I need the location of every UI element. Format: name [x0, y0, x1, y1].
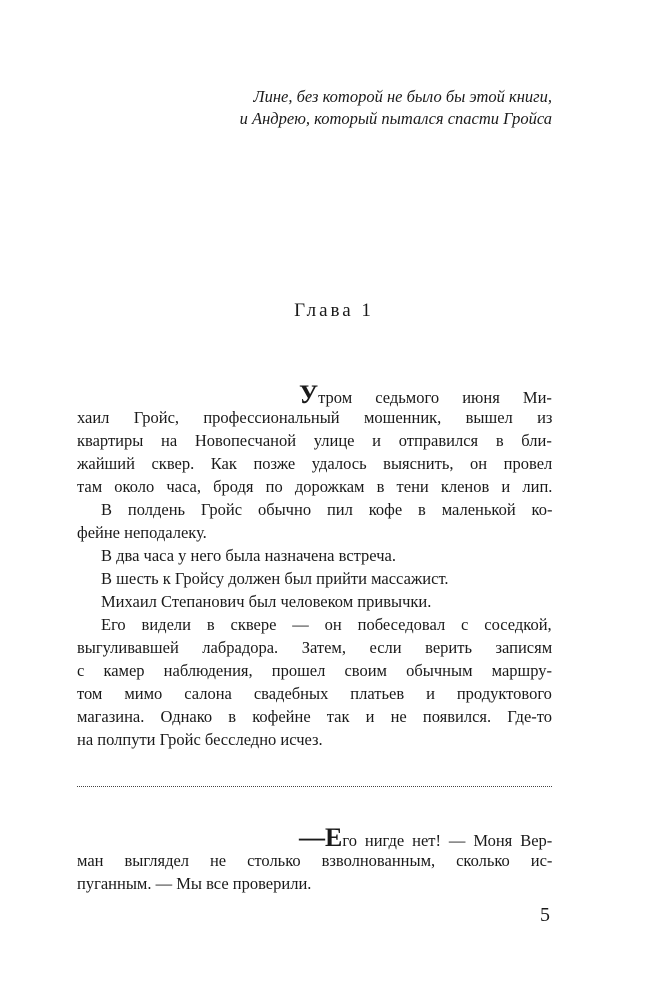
epigraph-line: Лине, без которой не было бы этой книги,: [253, 87, 552, 106]
text-line: [77, 705, 552, 728]
line-text: Михаил Степанович был человеком привычки.: [101, 592, 432, 611]
line-text: магазина. Однако в кофейне так и не появился. Где-то: [77, 707, 553, 726]
text-line: [77, 452, 552, 475]
text-line: [77, 872, 552, 895]
drop-cap: У: [299, 380, 319, 409]
line-text: Его видели в сквере — он побеседовал с соседкой,: [101, 615, 552, 634]
text-line: [77, 849, 552, 872]
text-line: [77, 475, 552, 498]
line-text: В два часа у него была назначена встреча.: [101, 546, 396, 565]
text-line: [77, 521, 552, 544]
line-text: том мимо салона свадебных платьев и продуктового: [77, 684, 552, 703]
text-line: [77, 659, 552, 682]
text-line: [77, 498, 552, 521]
text-line: [77, 429, 552, 452]
epigraph-line: и Андрею, который пытался спасти Гройса: [239, 109, 552, 128]
text-line: [77, 567, 552, 590]
line-text: ман выглядел не столько взволнованным, сколько ис-: [77, 851, 553, 870]
text-line: [77, 380, 552, 409]
text-line: [77, 406, 552, 429]
line-text: фейне неподалеку.: [77, 523, 207, 542]
line-text: В полдень Гройс обычно пил кофе в маленькой ко-: [101, 500, 553, 519]
line-text: на полпути Гройс бесследно исчез.: [77, 730, 323, 749]
chapter-text: [77, 380, 553, 751]
line-text: жайший сквер. Как позже удалось выяснить, он провел: [77, 454, 553, 473]
line-text: пуганным. — Мы все проверили.: [77, 874, 312, 893]
text-line: [77, 590, 552, 613]
line-text: тром седьмого июня Ми-: [318, 388, 552, 407]
text-line: [77, 823, 553, 852]
text-line: [77, 728, 552, 751]
line-text: с камер наблюдения, прошел своим обычным маршру-: [77, 661, 553, 680]
line-text: выгуливавшей лабрадора. Затем, если верить записям: [77, 638, 553, 657]
text-line: [77, 682, 552, 705]
text-line: [77, 544, 552, 567]
text-line: [77, 636, 552, 659]
text-line: [77, 613, 552, 636]
line-text: там около часа, бродя по дорожкам в тени кленов и лип.: [77, 477, 553, 496]
line-text: квартиры на Новопесчаной улице и отправился в бли-: [77, 431, 552, 450]
chapter-title: Глава 1: [294, 300, 374, 321]
line-text: го нигде нет! — Моня Вер-: [342, 831, 553, 850]
chapter-text-continued: [77, 823, 553, 895]
line-text: В шесть к Гройсу должен был прийти массажист.: [101, 569, 449, 588]
line-text: хаил Гройс, профессиональный мошенник, вышел из: [77, 408, 553, 427]
page-number: 5: [540, 904, 550, 926]
section-divider: [77, 786, 552, 787]
drop-cap: —Е: [299, 823, 343, 852]
epigraph: [240, 86, 552, 130]
